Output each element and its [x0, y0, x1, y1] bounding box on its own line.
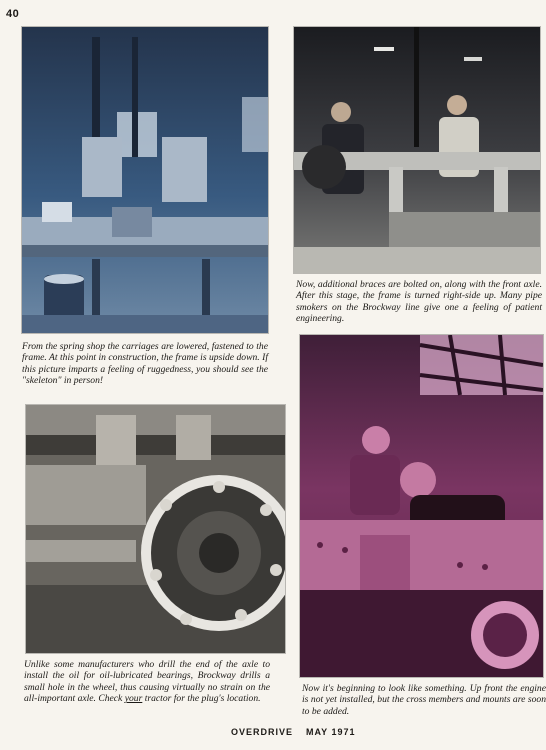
page-number: 40	[6, 8, 20, 20]
footer-magazine-name: OVERDRIVE	[231, 727, 294, 737]
caption-bolting-braces: Now, additional braces are bolted on, along with the front axle. After this stage, the frame is turned right-side up. Many pipe smokers on the Brockway line give one a feeling of patient engineering.	[296, 279, 542, 325]
photo-wheel-hub	[26, 405, 285, 653]
photo-workers-on-frame	[300, 335, 543, 677]
photo-bolting-braces	[294, 27, 540, 273]
caption-frame-upside-down: From the spring shop the carriages are lowered, fastened to the frame. At this point in construction, the frame is upside down. If this picture imparts a feeling of ruggedness, you should see the "skeleton" in person!	[22, 341, 268, 387]
underlined-word: your	[124, 693, 143, 705]
footer-issue-date: MAY 1971	[306, 727, 356, 737]
caption-wheel-hub: Unlike some manufacturers who drill the end of the axle to install the oil for oil-lubricated bearings, Brockway drills a small hole in the wheel, thus causing virtually no strain on the all-important axle. Check your tractor for the plug's location.	[24, 659, 270, 705]
caption-workers-on-frame: Now it's beginning to look like something. Up front the engine is not yet installed, but the cross members and mounts are soon to be added.	[302, 683, 546, 717]
photo-frame-upside-down	[22, 27, 268, 333]
